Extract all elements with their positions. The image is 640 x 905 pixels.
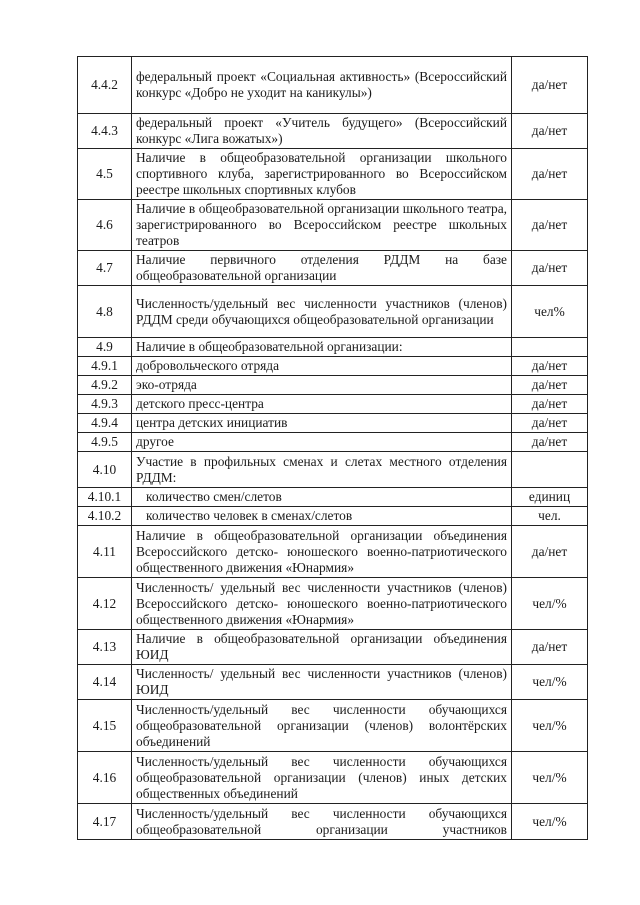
- row-number: 4.9.4: [78, 414, 132, 433]
- row-unit: [512, 452, 588, 488]
- table-row: [78, 200, 588, 251]
- row-number: 4.9: [78, 338, 132, 357]
- row-description: Численность/ удельный вес численности участников (членов) Всероссийского детско- юношеского военно-патриотического общественного движения «Юнармия»: [132, 578, 512, 630]
- table-row: [78, 526, 588, 578]
- table-row: [78, 665, 588, 700]
- row-description: Наличие в общеобразовательной организации объединения Всероссийского детско- юношеского военно-патриотического общественного движения «Юнармия»: [132, 526, 512, 578]
- row-number: 4.13: [78, 630, 132, 665]
- row-description: федеральный проект «Социальная активность» (Всероссийский конкурс «Добро не уходит на каникулы»): [132, 57, 512, 114]
- row-unit: да/нет: [512, 630, 588, 665]
- row-description: детского пресс-центра: [132, 395, 512, 414]
- table-row: [78, 507, 588, 526]
- row-number: 4.10.1: [78, 488, 132, 507]
- row-number: 4.10.2: [78, 507, 132, 526]
- row-description: Наличие в общеобразовательной организации объединения ЮИД: [132, 630, 512, 665]
- row-description: Наличие в общеобразовательной организации школьного театра, зарегистрированного во Всероссийском реестре школьных театров: [132, 200, 512, 251]
- table-row: [78, 376, 588, 395]
- row-description: количество человек в сменах/слетов: [132, 507, 512, 526]
- row-number: 4.4.2: [78, 57, 132, 114]
- table-row: [78, 752, 588, 804]
- row-description: центра детских инициатив: [132, 414, 512, 433]
- table-row: [78, 488, 588, 507]
- table-row: [78, 149, 588, 200]
- row-number: 4.4.3: [78, 114, 132, 149]
- row-unit: чел/%: [512, 700, 588, 752]
- table-row: [78, 700, 588, 752]
- table-row: [78, 114, 588, 149]
- table-row: [78, 578, 588, 630]
- row-description: Наличие в общеобразовательной организации:: [132, 338, 512, 357]
- row-unit: [512, 338, 588, 357]
- row-number: 4.9.1: [78, 357, 132, 376]
- row-number: 4.11: [78, 526, 132, 578]
- table-row: [78, 804, 588, 840]
- row-number: 4.6: [78, 200, 132, 251]
- row-number: 4.9.2: [78, 376, 132, 395]
- row-number: 4.8: [78, 286, 132, 338]
- row-unit: чел%: [512, 286, 588, 338]
- row-number: 4.10: [78, 452, 132, 488]
- row-unit: да/нет: [512, 376, 588, 395]
- table-row: [78, 395, 588, 414]
- row-unit: да/нет: [512, 395, 588, 414]
- row-description: эко-отряда: [132, 376, 512, 395]
- row-unit: да/нет: [512, 414, 588, 433]
- row-number: 4.5: [78, 149, 132, 200]
- row-number: 4.15: [78, 700, 132, 752]
- row-unit: чел/%: [512, 804, 588, 840]
- row-description: Численность/удельный вес численности обучающихся общеобразовательной организации (членов) иных детских общественных объединений: [132, 752, 512, 804]
- table-row: [78, 357, 588, 376]
- row-unit: да/нет: [512, 114, 588, 149]
- table-row: [78, 433, 588, 452]
- row-number: 4.7: [78, 251, 132, 286]
- row-number: 4.17: [78, 804, 132, 840]
- table-row: [78, 251, 588, 286]
- row-description: федеральный проект «Учитель будущего» (Всероссийский конкурс «Лига вожатых»): [132, 114, 512, 149]
- row-number: 4.9.3: [78, 395, 132, 414]
- row-number: 4.12: [78, 578, 132, 630]
- row-unit: да/нет: [512, 526, 588, 578]
- row-description: Численность/удельный вес численности обучающихся общеобразовательной организации участников: [132, 804, 512, 840]
- row-unit: да/нет: [512, 149, 588, 200]
- row-description: Участие в профильных сменах и слетах местного отделения РДДМ:: [132, 452, 512, 488]
- row-number: 4.14: [78, 665, 132, 700]
- table-row: [78, 338, 588, 357]
- row-unit: да/нет: [512, 357, 588, 376]
- row-unit: да/нет: [512, 433, 588, 452]
- row-description: добровольческого отряда: [132, 357, 512, 376]
- row-unit: чел.: [512, 507, 588, 526]
- row-unit: да/нет: [512, 251, 588, 286]
- row-description: Наличие в общеобразовательной организации школьного спортивного клуба, зарегистрированного во Всероссийском реестре школьных спортивных клубов: [132, 149, 512, 200]
- row-description: количество смен/слетов: [132, 488, 512, 507]
- table-row: [78, 452, 588, 488]
- indicators-table: [77, 56, 588, 840]
- row-unit: да/нет: [512, 200, 588, 251]
- row-unit: чел/%: [512, 665, 588, 700]
- table-row: [78, 286, 588, 338]
- row-unit: единиц: [512, 488, 588, 507]
- row-description: Численность/удельный вес численности обучающихся общеобразовательной организации (членов) волонтёрских объединений: [132, 700, 512, 752]
- row-description: Численность/ удельный вес численности участников (членов) ЮИД: [132, 665, 512, 700]
- table-row: [78, 630, 588, 665]
- table-row: [78, 57, 588, 114]
- row-unit: да/нет: [512, 57, 588, 114]
- row-description: другое: [132, 433, 512, 452]
- row-unit: чел/%: [512, 578, 588, 630]
- row-description: Наличие первичного отделения РДДМ на базе общеобразовательной организации: [132, 251, 512, 286]
- row-unit: чел/%: [512, 752, 588, 804]
- row-number: 4.16: [78, 752, 132, 804]
- row-description: Численность/удельный вес численности участников (членов) РДДМ среди обучающихся общеобразовательной организации: [132, 286, 512, 338]
- row-number: 4.9.5: [78, 433, 132, 452]
- table-row: [78, 414, 588, 433]
